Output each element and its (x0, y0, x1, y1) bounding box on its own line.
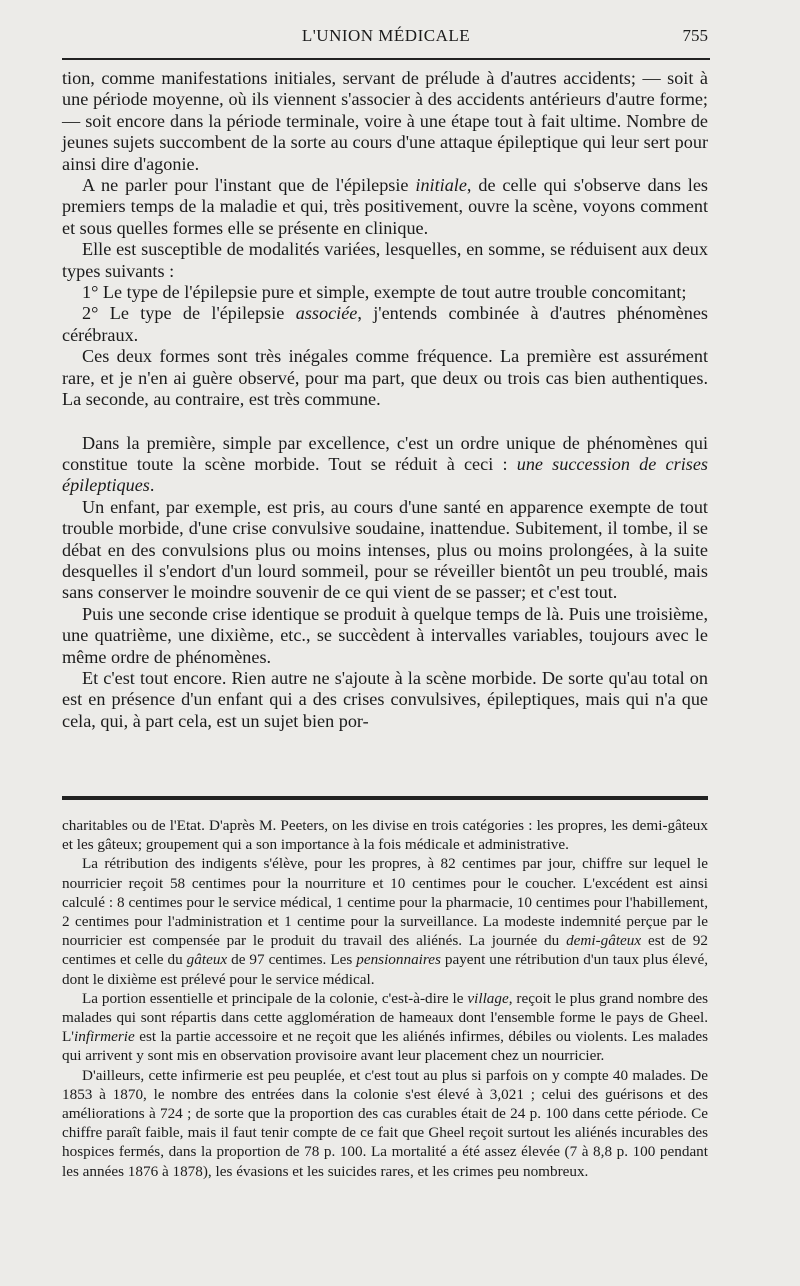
italic-term: initiale (415, 175, 467, 196)
paragraph: Un enfant, par exemple, est pris, au cours d'une santé en apparence exempte de tout trouble morbide, d'une crise convulsive soudaine, inattendue. Subitement, il tombe, il se débat en des convulsions plus ou moins intenses, plus ou moins prolongées, à la suite desquelles il s'endort d'un lourd sommeil, pour se réveiller bientôt un peu troublé, mais sans conserver le moindre souvenir de ce qui vient de se passer; et c'est tout. (62, 496, 708, 603)
text-run: Dans la première, simple par excellence, c'est un ordre unique de phénomènes qui constitue toute la scène morbide. Tout se réduit à ceci : (62, 432, 708, 474)
paragraph (62, 433, 708, 497)
italic-term: village (467, 989, 509, 1007)
list-item-type-2 (62, 303, 708, 346)
running-title: L'UNION MÉDICALE (301, 26, 471, 45)
italic-term: associée (295, 303, 358, 324)
text-run: , reçoit le plus grand nombre des malades qui sont répartis dans cette agglomération de hameaux dont l'ensemble forme le pays de Gheel. L' (62, 989, 708, 1046)
footnote-paragraph: charitables ou de l'Etat. D'après M. Peeters, on les divise en trois catégories : les propres, les demi-gâteux et les gâteux; groupement qui a son importance à la fois médicale et administrative. (62, 817, 708, 854)
italic-term: gâteux (186, 951, 228, 969)
list-item-type-1: 1° Le type de l'épilepsie pure et simple, exempte de tout autre trouble concomitant; (82, 282, 687, 303)
footnote-rule (62, 796, 708, 800)
text-run: La rétribution des indigents s'élève, pour les propres, à 82 centimes par jour, chiffre sur lequel le nourricier reçoit 58 centimes pour la nourriture et 10 centimes pour le coucher. L'excédent est ainsi calculé : 8 centimes pour le service médical, 1 centime pour la pharmacie, 10 centimes pour l'habillement, 2 centimes pour l'administration et 1 centime pour la surveillance. La modeste indemnité perçue par le nourricier est compensée par le produit du travail des aliénés. La journée du (62, 855, 708, 950)
text-run: 2° Le type de l'épilepsie (82, 303, 296, 324)
text-run: A ne parler pour l'instant que de l'épilepsie (82, 175, 416, 196)
text-run: est de 92 centimes et celle du (62, 932, 708, 969)
text-run: est la partie accessoire et ne reçoit que les aliénés infirmes, débiles ou violents. Les malades qui arrivent y sont mis en observation provisoire avant leur placement chez un nourricier. (62, 1028, 708, 1065)
paragraph: tion, comme manifestations initiales, servant de prélude à d'autres accidents; — soit à une période moyenne, où ils viennent s'associer à des accidents antérieurs d'autre forme; — soit encore dans la période terminale, voire à une étape tout à fait ultime. Nombre de jeunes sujets succombent de la sorte au cours d'une attaque épileptique qui leur sert pour ainsi dire d'agonie. (62, 68, 708, 174)
text-run: , j'entends combinée à d'autres phénomènes cérébraux. (62, 303, 708, 345)
text-run: . (149, 475, 155, 496)
footnote-paragraph (62, 989, 708, 1066)
italic-term: une succession de crises épileptiques (62, 453, 708, 496)
page-header (62, 24, 710, 52)
italic-term: pensionnaires (356, 951, 441, 969)
header-rule (62, 58, 710, 60)
footnote-paragraph (62, 854, 708, 988)
paragraph (62, 175, 708, 239)
text-run: payent une rétribution d'un taux plus élevé, dont le dixième est prélevé pour le service médical. (62, 951, 709, 988)
text-run: , de celle qui s'observe dans les premiers temps de la maladie et qui, très positivement, ouvre la scène, voyons comment et sous quelles formes elle se présente en clinique. (62, 175, 708, 238)
page-number: 755 (682, 26, 708, 45)
main-text (62, 68, 708, 732)
italic-term: infirmerie (74, 1028, 135, 1046)
italic-term: demi-gâteux (566, 932, 642, 950)
paragraph: Et c'est tout encore. Rien autre ne s'ajoute à la scène morbide. De sorte qu'au total on est en présence d'un enfant qui a des crises convulsives, épileptiques, mais qui n'a que cela, qui, à part cela, est un sujet bien por- (62, 667, 708, 731)
text-run: de 97 centimes. Les (227, 951, 357, 969)
paragraph: Elle est susceptible de modalités variées, lesquelles, en somme, se réduisent aux deux types suivants : (62, 239, 708, 281)
footnote (62, 816, 708, 1181)
paragraph: Ces deux formes sont très inégales comme fréquence. La première est assurément rare, et je n'en ai guère observé, pour ma part, que deux ou trois cas bien authentiques. La seconde, au contraire, est très commune. (62, 346, 708, 410)
footnote-paragraph: D'ailleurs, cette infirmerie est peu peuplée, et c'est tout au plus si parfois on y compte 40 malades. De 1853 à 1870, le nombre des entrées dans la colonie s'est élevé à 3,021 ; celui des guérisons et des améliorations à 724 ; de sorte que la proportion des cas curables était de 24 p. 100 dans cette période. Ce chiffre paraît faible, mais il faut tenir compte de ce fait que Gheel reçoit surtout les aliénés incurables des hospices fermés, dans la proportion de 78 p. 100. La mortalité a été assez élevée (7 à 8,8 p. 100 pendant les années 1876 à 1878), les évasions et les suicides rares, et les crimes peu nombreux. (62, 1066, 708, 1180)
paragraph: Puis une seconde crise identique se produit à quelque temps de là. Puis une troisième, une quatrième, une dixième, etc., se succèdent à intervalles variables, toujours avec le même ordre de phénomènes. (62, 603, 708, 667)
text-run: La portion essentielle et principale de la colonie, c'est-à-dire le (82, 989, 468, 1007)
